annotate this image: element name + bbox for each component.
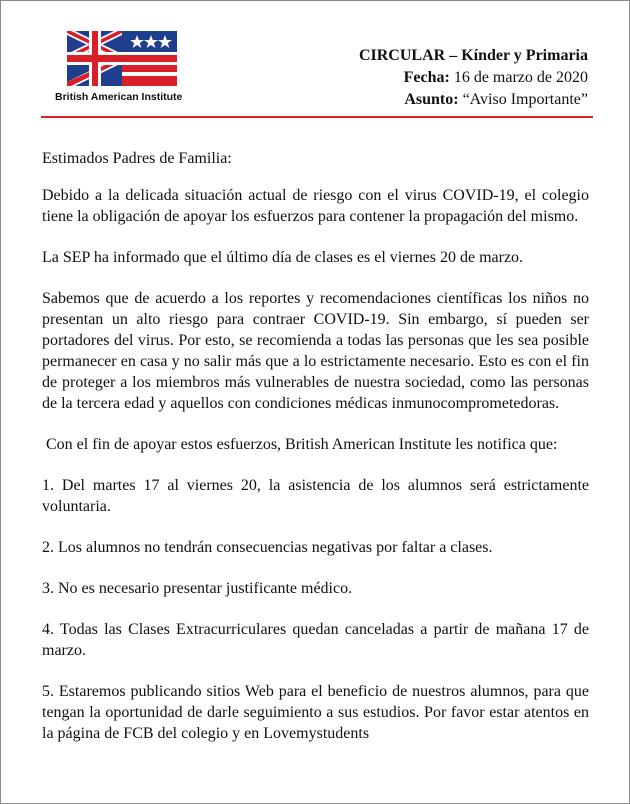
circular-header — [359, 45, 588, 111]
paragraph-2: La SEP ha informado que el último día de clases es el viernes 20 de marzo. — [42, 249, 524, 266]
header-divider — [41, 116, 593, 118]
fecha-label: Fecha: — [403, 69, 450, 86]
list-item-4: 4. Todas las Clases Extracurriculares quedan canceladas a partir de mañana 17 de marzo. — [42, 621, 589, 659]
paragraph-4: Con el fin de apoyar estos esfuerzos, British American Institute les notifica que: — [46, 436, 558, 453]
asunto-line — [359, 89, 588, 111]
greeting: Estimados Padres de Familia: — [42, 150, 232, 167]
paragraph-1: Debido a la delicada situación actual de riesgo con el virus COVID-19, el colegio tiene la obligación de apoyar los esfuerzos para contener la propagación del mismo. — [42, 187, 589, 225]
letter-body — [42, 148, 589, 764]
paragraph-3: Sabemos que de acuerdo a los reportes y recomendaciones científicas los niños no presentan un alto riesgo para contraer COVID-19. Sin embargo, sí pueden ser portadores del virus. Por esto, se recomienda a todas las personas que les sea posible permanecer en casa y no salir más que a lo estrictamente necesario. Esto es con el fin de proteger a los miembros más vulnerables de nuestra sociedad, como las personas de la tercera edad y aquellos con condiciones médicas inmunocomprometedoras. — [42, 290, 589, 412]
fecha-line — [359, 67, 588, 89]
list-item-2: 2. Los alumnos no tendrán consecuencias negativas por faltar a clases. — [42, 539, 493, 556]
circular-title: CIRCULAR – Kínder y Primaria — [358, 47, 588, 64]
asunto-value: “Aviso Importante” — [458, 91, 588, 108]
institute-name: British American Institute — [55, 91, 183, 103]
list-item-5: 5. Estaremos publicando sitios Web para el beneficio de nuestros alumnos, para que tengan la oportunidad de darle seguimiento a sus estudios. Por favor estar atentos en la página de FCB del colegio y en Lovemystudents — [42, 683, 589, 742]
fecha-value: 16 de marzo de 2020 — [449, 69, 588, 86]
list-item-3: 3. No es necesario presentar justificante médico. — [42, 580, 353, 597]
list-item-1: 1. Del martes 17 al viernes 20, la asistencia de los alumnos será estrictamente voluntaria. — [42, 477, 589, 515]
asunto-label: Asunto: — [404, 91, 459, 108]
flag-logo-icon — [67, 31, 177, 86]
